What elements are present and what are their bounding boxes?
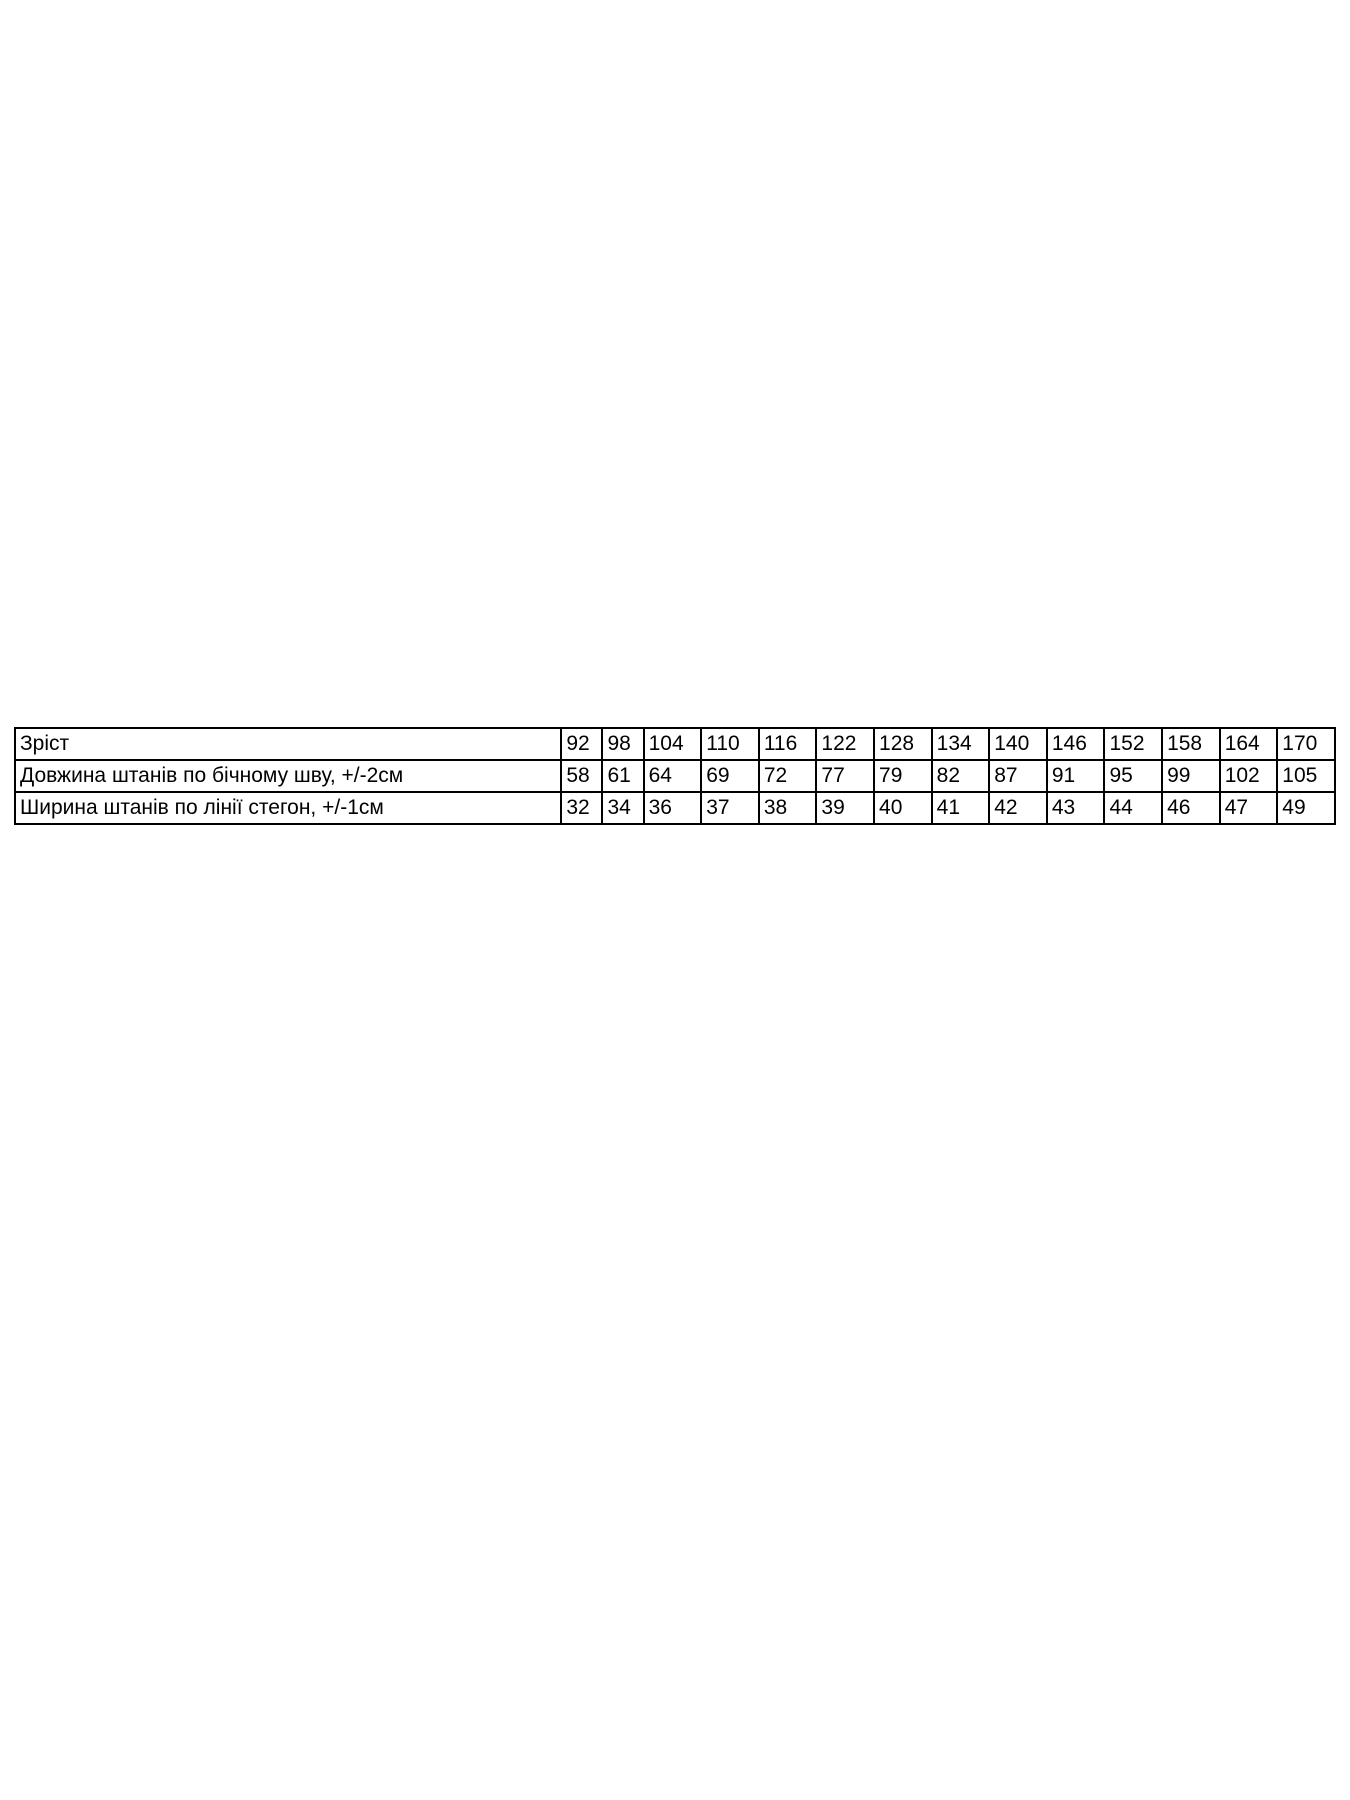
cell-width-2: 36 — [644, 792, 702, 824]
cell-length-0: 58 — [561, 760, 602, 792]
cell-height-6: 128 — [874, 728, 932, 760]
cell-height-11: 158 — [1162, 728, 1220, 760]
cell-height-13: 170 — [1277, 728, 1335, 760]
cell-height-1: 98 — [602, 728, 643, 760]
cell-width-10: 44 — [1104, 792, 1162, 824]
cell-length-3: 69 — [701, 760, 759, 792]
size-chart-table — [14, 727, 1336, 825]
cell-length-2: 64 — [644, 760, 702, 792]
size-chart-container — [14, 727, 1336, 825]
row-label-hip-width: Ширина штанів по лінії стегон, +/-1см — [15, 792, 561, 824]
cell-length-13: 105 — [1277, 760, 1335, 792]
cell-height-12: 164 — [1220, 728, 1278, 760]
cell-width-4: 38 — [759, 792, 817, 824]
cell-width-3: 37 — [701, 792, 759, 824]
cell-length-6: 79 — [874, 760, 932, 792]
cell-length-1: 61 — [602, 760, 643, 792]
cell-length-4: 72 — [759, 760, 817, 792]
cell-height-10: 152 — [1104, 728, 1162, 760]
cell-length-10: 95 — [1104, 760, 1162, 792]
cell-height-0: 92 — [561, 728, 602, 760]
row-label-pants-length: Довжина штанів по бічному шву, +/-2см — [15, 760, 561, 792]
cell-height-8: 140 — [989, 728, 1047, 760]
cell-height-7: 134 — [932, 728, 990, 760]
row-label-height: Зріст — [15, 728, 561, 760]
cell-height-4: 116 — [759, 728, 817, 760]
cell-width-9: 43 — [1047, 792, 1105, 824]
cell-height-9: 146 — [1047, 728, 1105, 760]
cell-width-12: 47 — [1220, 792, 1278, 824]
cell-length-8: 87 — [989, 760, 1047, 792]
cell-length-11: 99 — [1162, 760, 1220, 792]
cell-width-5: 39 — [816, 792, 874, 824]
cell-length-7: 82 — [932, 760, 990, 792]
cell-height-2: 104 — [644, 728, 702, 760]
cell-width-1: 34 — [602, 792, 643, 824]
cell-width-0: 32 — [561, 792, 602, 824]
table-row — [15, 760, 1335, 792]
cell-height-5: 122 — [816, 728, 874, 760]
size-chart-body — [15, 728, 1335, 824]
table-row — [15, 792, 1335, 824]
cell-height-3: 110 — [701, 728, 759, 760]
cell-width-13: 49 — [1277, 792, 1335, 824]
cell-length-5: 77 — [816, 760, 874, 792]
cell-width-7: 41 — [932, 792, 990, 824]
cell-length-9: 91 — [1047, 760, 1105, 792]
cell-width-8: 42 — [989, 792, 1047, 824]
cell-length-12: 102 — [1220, 760, 1278, 792]
table-row — [15, 728, 1335, 760]
cell-width-6: 40 — [874, 792, 932, 824]
cell-width-11: 46 — [1162, 792, 1220, 824]
